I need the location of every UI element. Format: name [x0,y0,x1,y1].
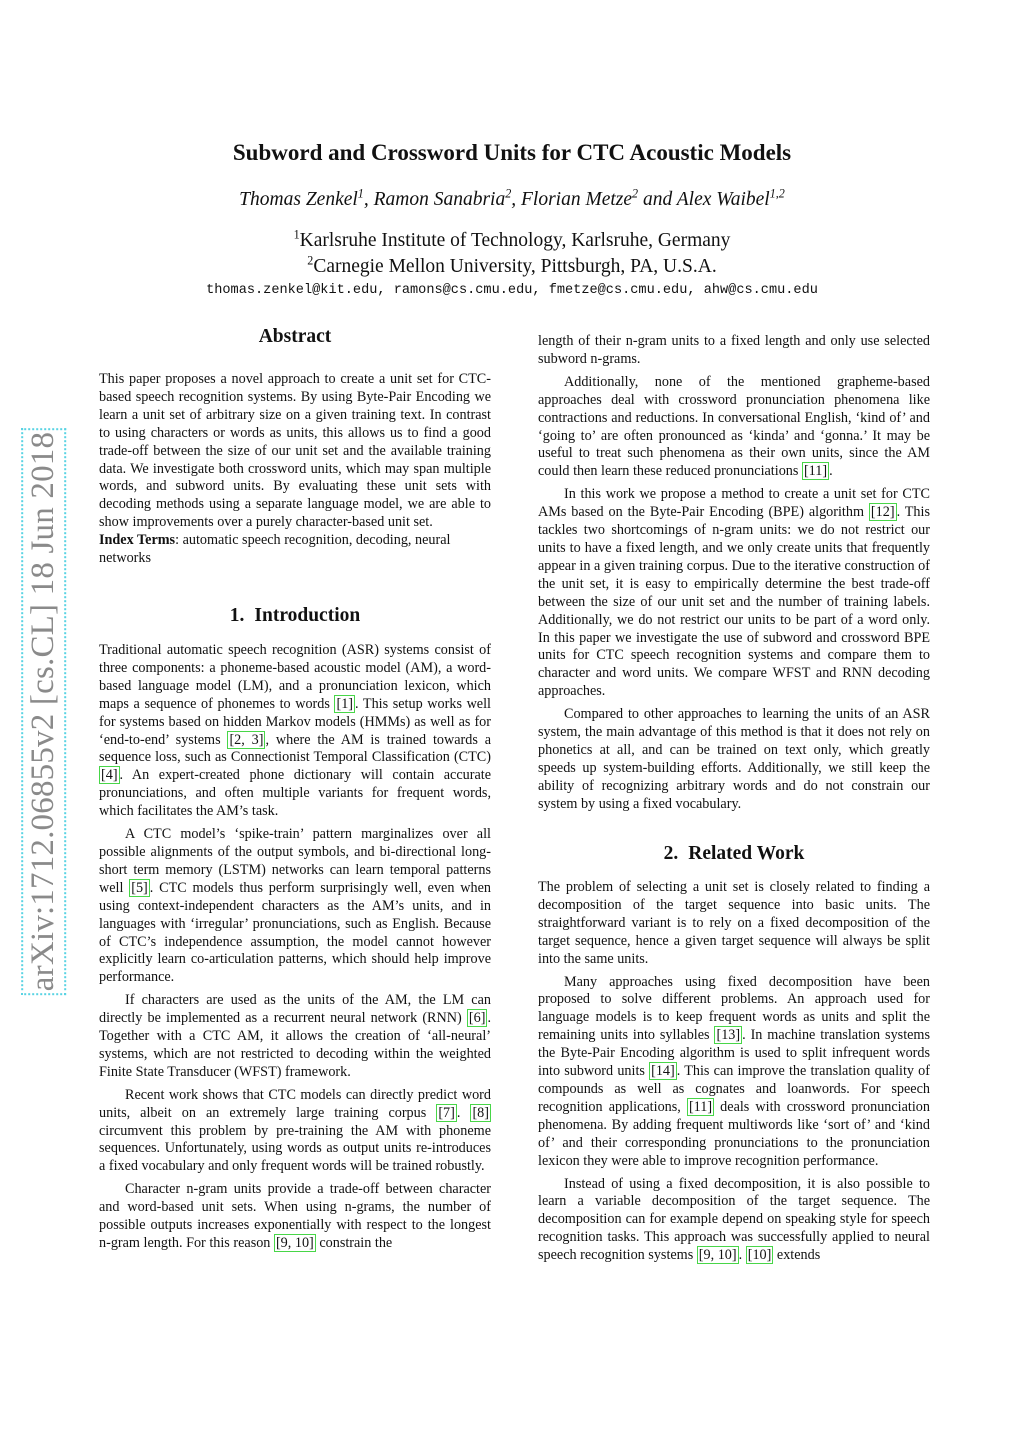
text-run: circumvent this problem by pre-training the AM with phoneme sequences. Unfortunately, using words as output units re-introduces a fixed vocabulary and only frequent words will be trained robustly. [99,1122,491,1175]
abstract-heading: Abstract [258,326,332,347]
author-affiliation-mark: 2 [505,186,512,201]
section-heading-introduction [99,607,491,625]
text-run: Compared to other approaches to learning the units of an ASR system, the main advantage of this method is that it does not rely on phonetics at all, and can be trained on text only, which greatly speeds up system-building efforts. Additionally, we still keep the ability of recognizing arbitrary words and do not constrain our system by using a fixed vocabulary. [538,706,930,812]
text-run: length of their n-gram units to a fixed length and only use selected subword n-grams. [538,333,930,367]
paragraph [99,826,491,987]
citation-link[interactable]: [11] [688,1098,713,1115]
text-run: Many approaches using fixed decomposition have been proposed to solve different problems. An approach used for language models is to keep frequent words as units and split the remaining units into syllables [538,973,930,1044]
author-affiliation-mark: 1,2 [769,186,785,201]
citation-link[interactable]: [12] [870,504,895,521]
introduction-body [99,642,491,1253]
author-affiliation-mark: 1 [357,186,364,201]
citation-link[interactable]: [4] [101,767,118,784]
paragraph [538,1176,930,1266]
citation-link[interactable]: [8] [472,1104,489,1121]
author-name: Thomas Zenkel [239,189,358,210]
text-run: . This can improve the translation quality of compounds as well as cognates and loanwords. For speech recognition applications, [538,1063,930,1115]
index-terms-label: Index Terms [99,532,176,549]
affiliation-1 [0,227,1024,252]
text-run: . This setup works well for systems based on hidden Markov models (HMMs) as well as for ‘end-to-end’ systems [99,695,491,748]
introduction-continued [538,333,930,814]
affiliation-number: 1 [293,227,300,242]
citation-link[interactable]: [6] [468,1010,486,1027]
text-run: extends [773,1247,821,1264]
paragraph [538,333,930,369]
author-separator: and [638,189,677,210]
text-run: . This tackles two shortcomings of n-gram units: we do not restrict our units to have a fixed length, and we only create units that frequently appear in a given training corpus. Due to the iterative construction of the unit set, it is easy to empirically determine the best trade-off between the size of our unit set and the number of training labels. Additionally, we do not restrict our units to be part of a word only. In this paper we investigate the use of subword and crossword BPE units for CTC speech recognition systems and compare them to character and word units. We compare WFST and RNN decoding approaches. [538,504,930,700]
section-title: Related Work [688,843,805,864]
citation-link[interactable]: [13] [716,1027,741,1044]
section-number: 1. [229,605,245,626]
text-run: Instead of using a fixed decomposition, it is also possible to learn a variable decomposition of the target sequence. The decomposition can for example depend on speaking style for speech recognition tasks. This approach was successfully applied to neural speech recognition systems [538,1175,930,1264]
author-separator: , [363,189,374,210]
text-run: , where the AM is trained towards a sequence loss, such as Connectionist Temporal Classification (CTC) [99,731,492,766]
text-run: constrain the [315,1235,393,1251]
author-name: Alex Waibel [676,189,770,210]
paragraph [99,1181,491,1253]
text-run: . [738,1247,746,1264]
author-emails: thomas.zenkel@kit.edu, ramons@cs.cmu.edu, fmetze@cs.cmu.edu, ahw@cs.cmu.edu [206,283,818,298]
affiliation-2 [0,253,1024,278]
affiliation-number: 2 [307,253,314,268]
section-number: 2. [663,843,679,864]
text-run: Recent work shows that CTC models can directly predict word units, albeit on an extremely large training corpus [99,1086,491,1121]
citation-link[interactable]: [10] [747,1247,772,1264]
text-run: . An expert-created phone dictionary will contain accurate pronunciations, and often multiple variants for frequent words, which facilitates the AM’s task. [99,767,491,820]
paragraph [538,879,930,969]
citation-link[interactable]: [9, 10] [275,1235,314,1251]
affiliation-text: Karlsruhe Institute of Technology, Karlsruhe, Germany [299,230,731,251]
text-run: . [456,1104,471,1121]
author-affiliation-mark: 2 [632,186,639,201]
citation-link[interactable]: [7] [438,1104,455,1121]
index-terms [99,532,491,568]
text-run: . Together with a CTC AM, it allows the creation of ‘all-neural’ systems, which are not restricted to decoding within the weighted Finite State Transducer (WFST) framework. [99,1010,491,1080]
text-run: The problem of selecting a unit set is closely related to finding a decomposition of the target sequence into basic units. The straightforward variant is to rely on a fixed decomposition of the target sequence, hence a given target sequence will always be split into the same units. [538,879,930,967]
arxiv-id: arXiv:1712.06855v2 [cs.CL] 18 Jun 2018 [25,431,62,991]
paragraph [538,706,930,813]
text-run: In this work we propose a method to create a unit set for CTC AMs based on the Byte-Pair Encoding (BPE) algorithm [538,486,930,521]
paragraph [99,642,491,821]
paper-title: Subword and Crossword Units for CTC Acoustic Models [232,140,792,165]
paragraph [538,974,930,1171]
author-list [0,186,1024,211]
text-run: deals with crossword pronunciation phenomena. By adding frequent multiwords like ‘sort of’ and ‘kind of’ and their corresponding pronunciations to the pronunciation lexicon they were able to improve recognition performance. [538,1098,930,1169]
paragraph [538,374,930,481]
citation-link[interactable]: [11] [803,463,828,480]
text-run: . In machine translation systems the Byte-Pair Encoding algorithm is used to split infrequent words into subword units [538,1027,930,1080]
paragraph [99,992,491,1082]
paragraph [538,486,930,701]
citation-link[interactable]: [9, 10] [698,1247,737,1264]
citation-link[interactable]: [1] [336,695,354,712]
text-run: . [829,463,833,480]
paragraph [99,1087,491,1177]
abstract-text: This paper proposes a novel approach to create a unit set for CTC-based speech recognition systems. By using Byte-Pair Encoding we learn a unit set of arbitrary size on a given training text. In contrast to using characters or words as units, this allows us to find a good trade-off between the size of our unit set and the available training data. We investigate both crossword units, which may span multiple words, and subword units. By evaluating these unit sets with decoding methods using a separate language model, we are able to show improvements over a purely character-based unit set. [99,371,491,531]
text-run: . CTC models thus perform surprisingly well, even when using context-independent characters as the AM’s units, and in languages with ‘irregular’ pronunciations, such as English. Because of CTC’s independence assumption, the model cannot however explicitly learn co-articulation patterns, which should help improve performance. [99,879,491,986]
author-name: Ramon Sanabria [373,189,506,210]
text-run: Additionally, none of the mentioned grapheme-based approaches deal with crossword pronunciation phenomena like contractions and reductions. In conversational English, ‘kind of’ and ‘going to’ are often pronounced as ‘kinda’ and ‘gonna.’ It may be useful to treat such phenomena as their own units, since the AM could then learn these reduced pronunciations [538,373,930,480]
related-work-body [538,879,930,1265]
arxiv-stamp [22,395,66,1027]
citation-link[interactable]: [5] [131,879,148,896]
affiliation-text: Carnegie Mellon University, Pittsburgh, PA, U.S.A. [313,256,717,277]
author-separator: , [511,189,522,210]
author-name: Florian Metze [521,189,633,210]
citation-link[interactable]: [2, 3] [229,731,264,748]
text-run: A CTC model’s ‘spike-train’ pattern marginalizes over all possible alignments of the output symbols, and bi-directional long-short term memory (LSTM) networks can learn temporal patterns well [99,826,491,896]
text-run: Traditional automatic speech recognition (ASR) systems consist of three components: a phoneme-based acoustic model (AM), a word-based language model (LM), and a pronunciation lexicon, which maps a sequence of phonemes to words [99,642,491,712]
citation-link[interactable]: [14] [651,1063,675,1080]
section-title: Introduction [254,605,361,626]
abstract [99,371,491,568]
text-run: If characters are used as the units of the AM, the LM can directly be implemented as a recurrent neural network (RNN) [99,992,491,1027]
text-run: Character n-gram units provide a trade-off between character and word-based unit sets. When using n-grams, the number of possible outputs increases exponentially with respect to the longest n-gram length. For this reason [99,1181,491,1251]
index-terms-text: : automatic speech recognition, decoding, neural networks [99,532,451,567]
section-heading-related-work [538,845,930,863]
